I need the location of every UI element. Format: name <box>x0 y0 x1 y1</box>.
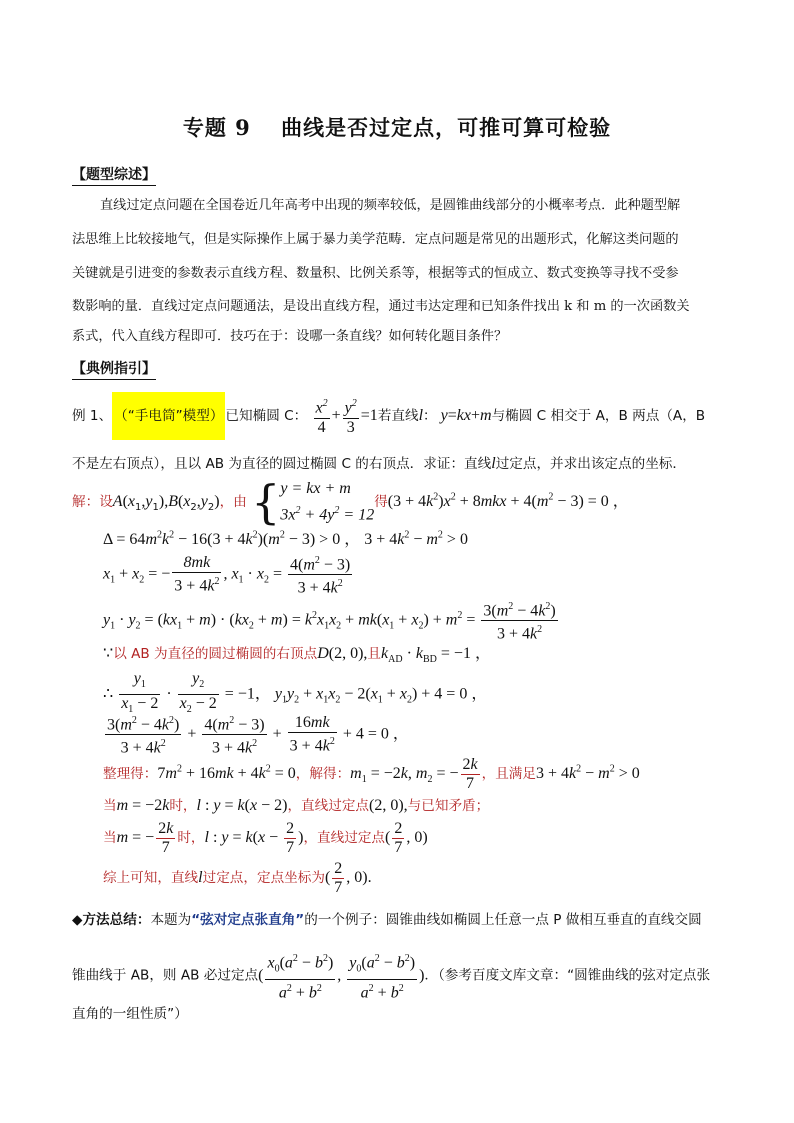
solution-you-text: ，由 <box>219 494 247 511</box>
case-2-fixed-point-text: ，直线过定点 <box>303 830 386 847</box>
solution-simplified: 整理得：$7m^2 + 16mk + 4k^2 = 0$，解得：$m_1 = -2k$, $m_2$ = − $\frac{2k}{7}$ ，且满足$3 + 4k^2 - m^2 > 0$ <box>103 756 640 792</box>
solution-label: 解： <box>72 494 100 511</box>
equation-system: y = kx + m $3x^2 + 4y^2 = 12$ <box>280 480 375 524</box>
overview-line-4: 数影响的量．直线过定点问题通法，是设出直线方程，通过韦达定理和已知条件找出 k 和 m 的一次函数关 <box>72 299 690 314</box>
solution-qie-text: 且 <box>367 646 381 662</box>
overview-line-1: 直线过定点问题在全国卷近几年高考中出现的频率较低，是圆锥曲线部分的小概率考点．此种题型解 <box>100 198 681 213</box>
solution-case-1: 当m = −2k时，l : y = k(x − 2)，直线过定点(2, 0),与已知矛盾； <box>103 797 490 814</box>
solution-substituted: $\frac{3(m^2 - 4k^2)}{3 + 4k^2}$ + $\frac{4(m^2 - 3)}{3 + 4k^2}$ + $\frac{16mk}{3 + 4k^2}$ + 4 = 0 ， <box>103 712 409 758</box>
example-1-line-2: 不是左右顶点），且以 AB 为直径的圆过椭圆 C 的右顶点．求证：直线l过定点，并求出该定点的坐标． <box>72 455 686 472</box>
solution-y-product: $y_1 \cdot y_2 = (kx_1 + m) \cdot (kx_2 + m) = k^2x_1x_2 + mk(x_1 + x_2) + m^2$ = $\frac{3(m^2 - 4k^2)}{3 + 4k^2}$ <box>103 598 560 644</box>
method-summary-line-3: 直角的一组性质”） <box>72 1006 188 1022</box>
solution-de-text: 得 <box>374 494 388 511</box>
overview-line-3: 关键就是引进变的参数表示直线方程、数量积、比例关系等，根据等式的恒成立、数式变换等寻找不受参 <box>72 266 679 281</box>
case-1-dang: 当 <box>103 798 117 814</box>
page-title: 专题 9 曲线是否过定点，可推可算可检验 <box>182 115 612 140</box>
example-1-line-2-text: 不是左右顶点），且以 AB 为直径的圆过椭圆 C 的右顶点．求证：直线 <box>72 456 492 472</box>
conclusion-text-b: 过定点，定点坐标为 <box>202 870 325 887</box>
method-summary-text-b: 的一个例子：圆锥曲线如椭圆上任意一点 P 做相互垂直的直线交圆 <box>304 912 702 928</box>
fraction-x2-over-4: $\frac{x^2}{4}$ <box>314 395 330 436</box>
solution-because-text: 以 AB 为直径的圆过椭圆的右顶点 <box>113 646 318 662</box>
example-1-text-c: 与椭圆 C 相交于 A，B 两点（A，B <box>491 408 706 424</box>
solution-zhengli-text: 整理得： <box>103 766 158 783</box>
example-1-text-b: 若直线 <box>377 408 419 424</box>
case-2-dang: 当 <box>103 830 117 847</box>
example-1-text-a: 已知椭圆 C： <box>225 408 308 424</box>
case-2-shi: 时， <box>177 830 205 847</box>
solution-line-1: 解：设$A(x_1,y_1),B(x_2,y_2)$，由 { y = kx + m $3x^2 + 4y^2 = 12$ 得$(3 + 4k^2)x^2 + 8mkx + 4(m^2 - 3) = 0$ ， <box>72 475 629 530</box>
method-summary-line-2: 锥曲线于 AB，则 AB 必过定点( $\frac{x_0(a^2 - b^2)}{a^2 + b^2}$ , $\frac{y_0(a^2 - b^2)}{a^2 + b^2}$ )．（参考百度文库文章：“圆锥曲线的弦对定点张 <box>72 950 710 1002</box>
model-highlight: （“手电筒”模型） <box>112 392 225 440</box>
method-summary-keyword: “弦对定点张直角” <box>191 912 305 928</box>
overview-line-5: 系式，代入直线方程即可．技巧在于：设哪一条直线？如何转化题目条件？ <box>72 329 508 344</box>
overview-line-2: 法思维上比较接地气，但是实际操作上属于暴力美学范畴．定点问题是常见的出题形式，化解这类问题的 <box>72 232 679 247</box>
solution-discriminant: $\Delta = 64m^2k^2 - 16(3 + 4k^2)(m^2 - 3) > 0$ ， $3 + 4k^2 - m^2 > 0$ <box>103 529 468 548</box>
solution-because: ∵以 AB 为直径的圆过椭圆的右顶点D(2, 0),且$k_{AD} \cdot k_{BD} = -1$ ， <box>103 645 491 666</box>
solution-jiede-text: ，解得： <box>295 766 351 783</box>
method-summary-line-2-a: 锥曲线于 AB，则 AB 必过定点 <box>72 967 259 984</box>
solution-vieta: $x_1 + x_2$ = − $\frac{8mk}{3 + 4k^2}$ , $x_1 \cdot x_2$ = $\frac{4(m^2 - 3)}{3 + 4k^2}$ <box>103 552 354 598</box>
example-1-label: 例 1、 <box>72 408 113 424</box>
case-1-shi: 时， <box>169 798 197 814</box>
solution-case-2: 当m = − $\frac{2k}{7}$ 时，l : y = k(x − $\frac{2}{7}$ )，直线过定点( $\frac{2}{7}$ , 0) <box>103 820 428 856</box>
example-1-line-2-end: 过定点，并求出该定点的坐标． <box>495 456 686 472</box>
method-summary-line-2-b: ．（参考百度文库文章：“圆锥曲线的弦对定点张 <box>424 967 711 984</box>
example-1-statement: 例 1、 （“手电筒”模型） 已知椭圆 C： $\frac{x^2}{4}$ + $\frac{y^2}{3}$ =1若直线l： y=kx+m与椭圆 C 相交于 A，B 两点（A，B <box>72 392 705 440</box>
solution-conclusion: 综上可知，直线l过定点，定点坐标为( $\frac{2}{7}$ , 0). <box>103 860 372 896</box>
section-heading-overview: 【题型综述】 <box>72 164 156 184</box>
section-heading-examples: 【典例指引】 <box>72 358 156 378</box>
conclusion-text-a: 综上可知，直线 <box>103 870 199 887</box>
solution-set-text: 设 <box>99 494 113 511</box>
fraction-y2-over-3: $\frac{y^2}{3}$ <box>343 395 359 436</box>
method-summary-label: ◆方法总结： <box>72 912 151 928</box>
solution-therefore: ∴ $\frac{y_1}{x_1 - 2}$ · $\frac{y_2}{x_2 - 2}$ = −1， $y_1y_2 + x_1x_2 - 2(x_1 + x_2) + 4 = 0$ ， <box>103 670 488 716</box>
solution-manzu-text: ，且满足 <box>481 766 536 783</box>
method-summary-line-1 <box>72 908 702 928</box>
method-summary-text-a: 本题为 <box>150 912 192 928</box>
case-1-contradiction: 与已知矛盾； <box>407 798 490 814</box>
case-1-fixed-point-text: ，直线过定点 <box>287 798 370 814</box>
